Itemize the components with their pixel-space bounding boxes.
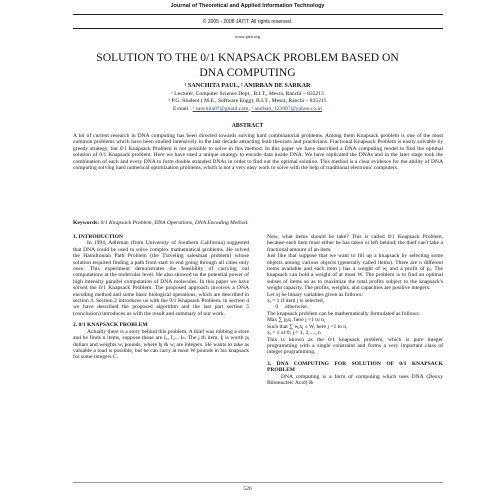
keywords-line <box>73 220 443 226</box>
author-list: ¹ SANCHITA PAUL, ² ANIRBAN DE SARKAR <box>184 82 311 89</box>
right-para-1: Now, what items should he take? This is called 0/1 Knapsack Problem, because each item must either be has taken or left behind; the thief can't take a fractional amount of an item. <box>267 234 443 253</box>
page-header <box>0 0 495 44</box>
right-para-2: Just like that suppose that we want to fill up a knapsack by selecting some objects among various objects (generally called items). There are n different items available and each item j has a weight of wⱼ and a profit of pⱼ. The knapsack can hold a weight of at most W. The problem is to find an optimal subset of items so as to maximize the total profits subject to the knapsack's weight capacity. The profits, weights, and capacities are positive integers. <box>267 253 443 292</box>
formula-max: Max ∑ pⱼxⱼ, here j =1 to n, <box>267 317 326 324</box>
right-column <box>267 234 443 386</box>
footer-rule <box>73 482 443 483</box>
abstract-text: A lot of current research in DNA computing has been directed towards solving hard combinatorial problems. Among them Knapsack problem is one of the most common problems which have been studied intensively in the last decade attracting both theorists and practicians. Fractional Knapsack Problem is easily solvable by greedy strategy, but 0/1 Knapsack Problem is not possible to solve in this method. In this paper we have described a DNA computing model to find the optimal solution of 0/1 Knapsack problem. Here we have used a unique strategy to encode data inside DNA. We have replicated the DNAs and in the later stage took the combination of each and every DNA to form double stranded DNAs in order to find out the optimal solution. This method is a clear evidence for the ability of DNA computing solving hard numerical optimization problems, which is not a very easy work to solve with the help of traditional electronic computers. <box>73 133 443 172</box>
left-column <box>73 234 249 361</box>
title-line-1: SOLUTION TO THE 0/1 KNAPSACK PROBLEM BASED ON <box>96 51 399 64</box>
formula-domain: xⱼ = 1 or 0; j = 1, 2, ..., n <box>267 330 321 337</box>
page-number: 526 <box>243 486 252 492</box>
section-1-heading: 1. INTRODUCTION <box>73 234 123 240</box>
paper-title <box>30 50 465 80</box>
affiliation-1: ¹ Lecturer, Computer Science Dept., B.I.T., Mesra, Ranchi – 835215 <box>171 91 324 97</box>
binary-var-otherwise: 0 otherwise. <box>267 304 308 311</box>
title-line-2: DNA COMPUTING <box>199 66 296 79</box>
section-1-text: In 1994, Adleman (from University of Southern California) suggested that DNA could be used to solve complex mathematical problems. He solved the Hamiltonian Path Problem (the Traveling salesman problem) whose solution required finding a path from start to end going through all cities only once. This experiment demonstrates the feasibility of carrying out computations at the molecular level. He also showed us the potential power of high intensity parallel computation of DNA molecules. In this paper we have solved the 0/1 Knapsack Problem. The proposed approach involves a DNA encoding method and some basic biological operations, which are described in section 3. Section 2 introduces us with the 0/1 Knapsack Problem, in section 4 we have described the proposed algorithm and the last part section 5 (conclusion) introduces us with the result and summary of our work. <box>73 240 249 317</box>
email-line <box>0 106 495 112</box>
header-rule-bottom <box>73 28 443 29</box>
header-rule-top <box>73 14 443 15</box>
email-label: E-mail : <box>173 106 193 112</box>
abstract-heading: ABSTRACT <box>231 123 264 129</box>
binary-var-selected: xⱼ = 1 if item j is selected, <box>267 298 325 305</box>
section-2-heading: 2. 0/1 KNAPSACK PROBLEM <box>73 322 148 329</box>
copyright-notice: © 2005 - 2008 JATIT. All rights reserved. <box>202 19 293 25</box>
binary-vars-intro: Let xj be binary variables given as follows: <box>267 291 363 298</box>
email-separator: , <box>248 106 252 112</box>
email-link-2[interactable]: ² anirban_123007@yahoo.co.in <box>251 106 322 112</box>
journal-website[interactable]: www.jatit.org <box>234 34 261 39</box>
keywords-list: 0/1 Knapsack Problem, DNA Operations, DNA Encoding Method. <box>99 220 249 226</box>
keywords-label: Keywords: <box>73 220 100 226</box>
email-link-1[interactable]: ¹ sanchita07@gmail.com <box>192 106 249 112</box>
right-para-4: This is known as the 0/1 knapsack problem, which is pure integer programming with a single constraint and forms a very important class of integer programming. <box>267 336 443 356</box>
section-3-heading: 3. DNA COMPUTING FOR SOLUTION OF 0/1 KNAPSACK PROBLEM <box>267 360 443 374</box>
right-para-3: The knapsack problem can be mathematically formulated as follows: <box>267 310 421 317</box>
formula-constraint: Such that ∑ wⱼxⱼ ≤ W, here j =1 to n, <box>267 323 348 330</box>
journal-name: Journal of Theoretical and Applied Information Technology <box>170 3 325 9</box>
section-3-text: DNA computing is a form of computing which uses DNA (Deoxy Ribonucleic Acid) & <box>267 373 443 386</box>
affiliation-2: ² P.G. Student ( M.E., Software Engg), B.I.T., Mesra, Ranchi – 835215 <box>168 98 327 104</box>
section-2-text: Actually there is a story behind this problem. A thief was robbing a store and he finds n items, suppose those are I₁, I₂... Iₙ. The j th item, Iⱼ is worth pⱼ dollars and weights wⱼ pounds, where bⱼ & wⱼ are integers. He wants to take as valuable a load is possible, but he can carry at most W pounds in his knapsack for some integers C. <box>73 328 249 361</box>
